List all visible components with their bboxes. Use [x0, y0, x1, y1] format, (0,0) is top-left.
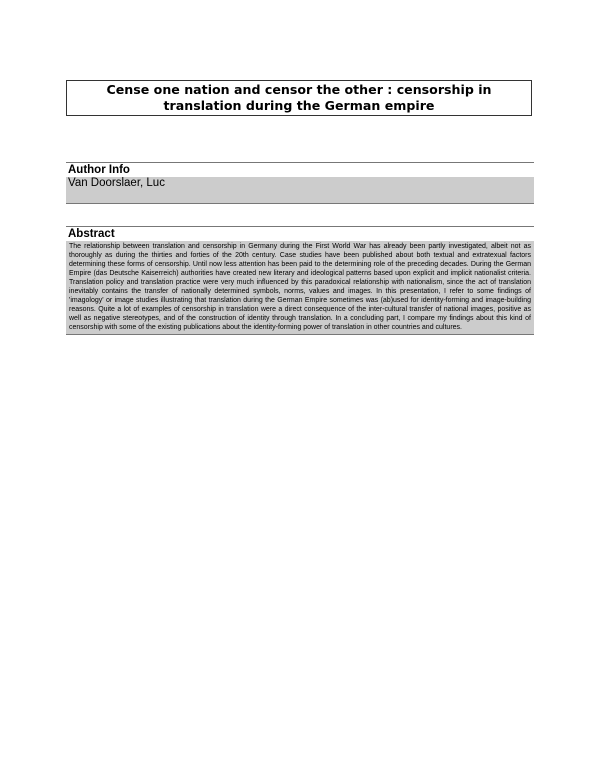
abstract-section	[66, 226, 534, 335]
abstract-text: The relationship between translation and censorship in Germany during the First World War has already been partly investigated, albeit not as thoroughly as during the thirties and forties of the 20th century. Case studies have been published about both textual and extratexual factors determining these forms of censorship. Until now less attention has been paid to the determining role of the preceding decades. During the German Empire (das Deutsche Kaiserreich) authorities have created new literary and ideological patterns based upon explicit and implicit nationalist criteria. Translation policy and translation practice were very much influenced by this paradoxical relationship with nationalism, since the act of translation inevitably contains the transfer of nationally determined symbols, norms, values and images. In this presentation, I refer to some findings of 'imagology' or image studies illustrating that translation during the German Empire sometimes was (ab)used for identity-forming and image-building reasons. Quite a lot of examples of censorship in translation were a direct consequence of the inter-cultural transfer of national images, positive as well as negative stereotypes, and of the construction of identity through translation. In a concluding part, I compare my findings about this kind of censorship with some of the existing publications about the identity-forming power of translation in other countries and cultures.	[66, 241, 534, 335]
author-info-section	[66, 162, 534, 204]
author-name: Van Doorslaer, Luc	[66, 177, 534, 204]
author-info-header: Author Info	[66, 162, 534, 177]
document-title: Cense one nation and censor the other : censorship in translation during the German empire	[106, 82, 492, 113]
document-title-box	[66, 80, 532, 116]
abstract-header: Abstract	[66, 226, 534, 241]
